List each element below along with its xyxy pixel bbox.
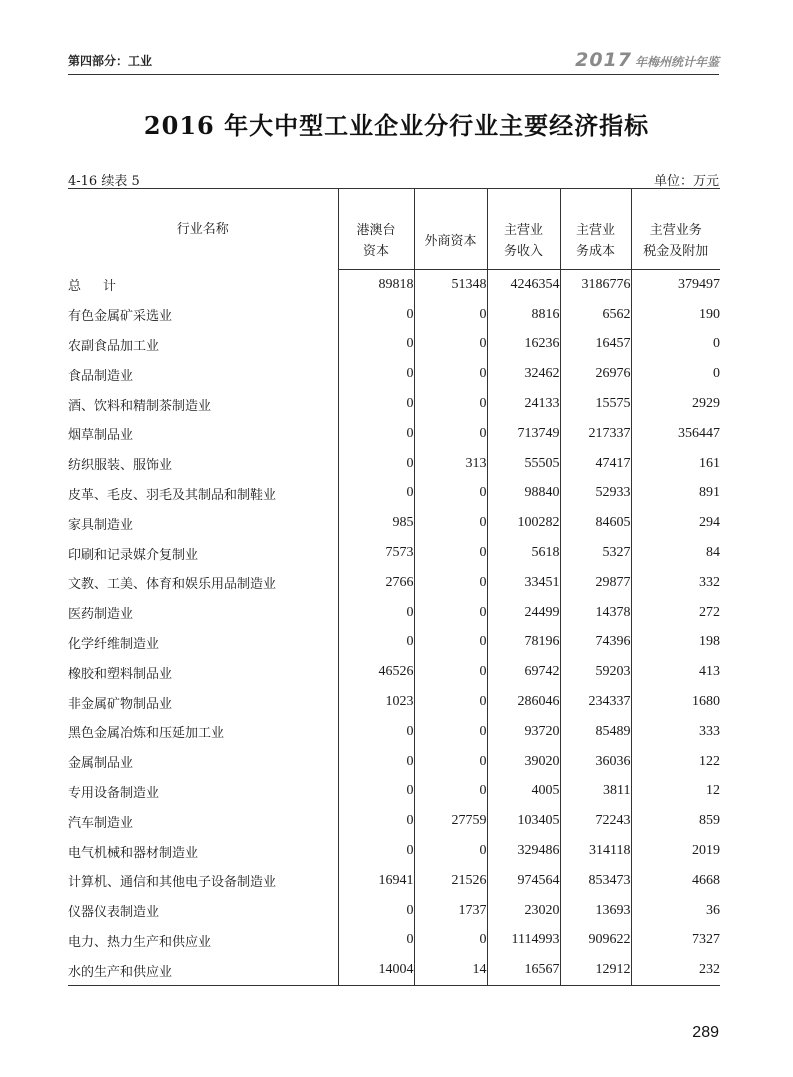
cell-hk-macau-taiwan: 0 (338, 777, 414, 807)
cell-foreign: 0 (414, 598, 487, 628)
cell-tax: 36 (631, 896, 720, 926)
cell-foreign: 0 (414, 389, 487, 419)
cell-tax: 84 (631, 538, 720, 568)
yearbook-label (575, 49, 719, 71)
cell-cost: 36036 (560, 747, 631, 777)
cell-hk-macau-taiwan: 0 (338, 389, 414, 419)
cell-foreign: 0 (414, 538, 487, 568)
cell-tax: 0 (631, 330, 720, 360)
cell-hk-macau-taiwan: 89818 (338, 270, 414, 300)
cell-revenue: 24499 (487, 598, 560, 628)
table-row (68, 479, 720, 509)
cell-hk-macau-taiwan: 0 (338, 806, 414, 836)
col-header-revenue: 主营业 务收入 (487, 213, 560, 270)
page-title: 2016 年大中型工业企业分行业主要经济指标 (143, 111, 650, 140)
cell-hk-macau-taiwan: 14004 (338, 955, 414, 985)
cell-cost: 85489 (560, 717, 631, 747)
row-name: 黑色金属冶炼和压延加工业 (68, 726, 225, 742)
cell-hk-macau-taiwan: 0 (338, 926, 414, 956)
data-table (68, 188, 720, 986)
cell-revenue: 39020 (487, 747, 560, 777)
cell-hk-macau-taiwan: 46526 (338, 657, 414, 687)
page-number: 289 (692, 1024, 719, 1041)
cell-tax: 2019 (631, 836, 720, 866)
cell-hk-macau-taiwan: 7573 (338, 538, 414, 568)
row-name: 专用设备制造业 (68, 785, 160, 801)
yearbook-name: 年梅州统计年鉴 (634, 55, 719, 69)
cell-hk-macau-taiwan: 0 (338, 359, 414, 389)
cell-hk-macau-taiwan: 0 (338, 419, 414, 449)
cell-cost: 3811 (560, 777, 631, 807)
cell-hk-macau-taiwan: 0 (338, 747, 414, 777)
cell-cost: 26976 (560, 359, 631, 389)
cell-tax: 272 (631, 598, 720, 628)
cell-cost: 5327 (560, 538, 631, 568)
cell-cost: 12912 (560, 955, 631, 985)
cell-tax: 2929 (631, 389, 720, 419)
cell-foreign: 0 (414, 747, 487, 777)
cell-tax: 332 (631, 568, 720, 598)
row-name: 化学纤维制造业 (68, 636, 160, 652)
table-row (68, 300, 720, 330)
section-label: 第四部分：工业 (68, 54, 153, 68)
cell-tax: 0 (631, 359, 720, 389)
table-row (68, 449, 720, 479)
row-name: 医药制造业 (68, 607, 134, 623)
cell-revenue: 16567 (487, 955, 560, 985)
cell-cost: 59203 (560, 657, 631, 687)
cell-hk-macau-taiwan: 0 (338, 598, 414, 628)
row-name: 食品制造业 (68, 368, 134, 384)
cell-tax: 232 (631, 955, 720, 985)
cell-tax: 859 (631, 806, 720, 836)
cell-cost: 15575 (560, 389, 631, 419)
table-row (68, 955, 720, 985)
row-name: 电力、热力生产和供应业 (68, 934, 212, 950)
row-name: 非金属矿物制品业 (68, 696, 173, 712)
cell-hk-macau-taiwan: 985 (338, 508, 414, 538)
row-name: 文教、工美、体育和娱乐用品制造业 (68, 577, 277, 593)
table-row (68, 389, 720, 419)
cell-cost: 14378 (560, 598, 631, 628)
cell-revenue: 23020 (487, 896, 560, 926)
cell-revenue: 713749 (487, 419, 560, 449)
row-name: 总计 (68, 279, 139, 295)
row-name: 橡胶和塑料制品业 (68, 666, 173, 682)
cell-revenue: 16236 (487, 330, 560, 360)
cell-tax: 294 (631, 508, 720, 538)
cell-cost: 16457 (560, 330, 631, 360)
row-name: 印刷和记录媒介复制业 (68, 547, 199, 563)
cell-revenue: 32462 (487, 359, 560, 389)
cell-hk-macau-taiwan: 0 (338, 836, 414, 866)
cell-cost: 47417 (560, 449, 631, 479)
row-name: 烟草制品业 (68, 428, 134, 444)
row-name: 汽车制造业 (68, 815, 134, 831)
table-row (68, 687, 720, 717)
cell-tax: 122 (631, 747, 720, 777)
cell-cost: 853473 (560, 866, 631, 896)
cell-foreign: 1737 (414, 896, 487, 926)
cell-cost: 74396 (560, 628, 631, 658)
cell-foreign: 0 (414, 717, 487, 747)
cell-revenue: 24133 (487, 389, 560, 419)
table-row (68, 508, 720, 538)
cell-hk-macau-taiwan: 0 (338, 896, 414, 926)
cell-foreign: 0 (414, 836, 487, 866)
cell-revenue: 93720 (487, 717, 560, 747)
table-row (68, 568, 720, 598)
cell-foreign: 0 (414, 419, 487, 449)
cell-cost: 29877 (560, 568, 631, 598)
cell-hk-macau-taiwan: 16941 (338, 866, 414, 896)
cell-revenue: 4005 (487, 777, 560, 807)
cell-revenue: 5618 (487, 538, 560, 568)
cell-cost: 72243 (560, 806, 631, 836)
cell-foreign: 0 (414, 479, 487, 509)
cell-foreign: 27759 (414, 806, 487, 836)
cell-foreign: 51348 (414, 270, 487, 300)
cell-tax: 7327 (631, 926, 720, 956)
cell-tax: 1680 (631, 687, 720, 717)
cell-hk-macau-taiwan: 0 (338, 449, 414, 479)
row-name: 纺织服装、服饰业 (68, 458, 173, 474)
table-row (68, 628, 720, 658)
row-name: 仪器仪表制造业 (68, 905, 160, 921)
row-name: 计算机、通信和其他电子设备制造业 (68, 875, 277, 891)
cell-hk-macau-taiwan: 0 (338, 300, 414, 330)
cell-cost: 52933 (560, 479, 631, 509)
cell-tax: 413 (631, 657, 720, 687)
cell-foreign: 0 (414, 508, 487, 538)
cell-revenue: 329486 (487, 836, 560, 866)
cell-cost: 234337 (560, 687, 631, 717)
table-row (68, 657, 720, 687)
cell-revenue: 103405 (487, 806, 560, 836)
cell-tax: 190 (631, 300, 720, 330)
row-name: 水的生产和供应业 (68, 955, 338, 985)
cell-cost: 84605 (560, 508, 631, 538)
cell-revenue: 55505 (487, 449, 560, 479)
row-name: 农副食品加工业 (68, 338, 160, 354)
cell-cost: 13693 (560, 896, 631, 926)
col-header-cost: 主营业 务成本 (560, 213, 631, 270)
col-header-foreign: 外商资本 (414, 213, 487, 270)
table-row (68, 926, 720, 956)
cell-cost: 909622 (560, 926, 631, 956)
cell-tax: 161 (631, 449, 720, 479)
cell-hk-macau-taiwan: 0 (338, 628, 414, 658)
cell-foreign: 0 (414, 300, 487, 330)
cell-revenue: 78196 (487, 628, 560, 658)
table-row (68, 866, 720, 896)
col-header-name: 行业名称 (68, 189, 338, 270)
row-name: 酒、饮料和精制茶制造业 (68, 398, 212, 414)
cell-tax: 198 (631, 628, 720, 658)
table-row (68, 777, 720, 807)
cell-hk-macau-taiwan: 0 (338, 717, 414, 747)
header-spacer-row (68, 189, 720, 214)
row-name: 家具制造业 (68, 517, 134, 533)
cell-tax: 4668 (631, 866, 720, 896)
cell-cost: 217337 (560, 419, 631, 449)
cell-foreign: 0 (414, 628, 487, 658)
table-row (68, 598, 720, 628)
cell-hk-macau-taiwan: 2766 (338, 568, 414, 598)
cell-cost: 3186776 (560, 270, 631, 300)
table-row (68, 419, 720, 449)
cell-foreign: 0 (414, 687, 487, 717)
cell-hk-macau-taiwan: 1023 (338, 687, 414, 717)
cell-foreign: 14 (414, 955, 487, 985)
cell-foreign: 0 (414, 926, 487, 956)
cell-tax: 12 (631, 777, 720, 807)
cell-hk-macau-taiwan: 0 (338, 330, 414, 360)
cell-tax: 356447 (631, 419, 720, 449)
table-row (68, 747, 720, 777)
cell-revenue: 974564 (487, 866, 560, 896)
cell-hk-macau-taiwan: 0 (338, 479, 414, 509)
cell-revenue: 98840 (487, 479, 560, 509)
unit-label: 单位：万元 (653, 174, 719, 189)
cell-foreign: 0 (414, 330, 487, 360)
row-name: 金属制品业 (68, 756, 134, 772)
table-row (68, 836, 720, 866)
cell-revenue: 286046 (487, 687, 560, 717)
table-row (68, 538, 720, 568)
cell-foreign: 0 (414, 359, 487, 389)
cell-foreign: 0 (414, 777, 487, 807)
cell-revenue: 100282 (487, 508, 560, 538)
cell-cost: 6562 (560, 300, 631, 330)
row-name: 有色金属矿采选业 (68, 309, 173, 325)
col-header-hk-macau-taiwan: 港澳台 资本 (338, 213, 414, 270)
col-header-tax: 主营业务 税金及附加 (631, 213, 720, 270)
table-row (68, 806, 720, 836)
cell-cost: 314118 (560, 836, 631, 866)
running-head (68, 44, 719, 75)
yearbook-year: 2017 (575, 49, 632, 71)
cell-foreign: 0 (414, 657, 487, 687)
table-row (68, 359, 720, 389)
table-row (68, 896, 720, 926)
cell-revenue: 8816 (487, 300, 560, 330)
cell-foreign: 21526 (414, 866, 487, 896)
cell-revenue: 69742 (487, 657, 560, 687)
cell-tax: 333 (631, 717, 720, 747)
table-row (68, 330, 720, 360)
table-id: 4-16 续表 5 (68, 174, 140, 189)
cell-revenue: 1114993 (487, 926, 560, 956)
cell-tax: 379497 (631, 270, 720, 300)
row-name: 皮革、毛皮、羽毛及其制品和制鞋业 (68, 487, 277, 503)
cell-foreign: 313 (414, 449, 487, 479)
cell-revenue: 33451 (487, 568, 560, 598)
row-name: 电气机械和器材制造业 (68, 845, 199, 861)
table-row (68, 717, 720, 747)
table-row-total (68, 270, 720, 300)
cell-foreign: 0 (414, 568, 487, 598)
cell-tax: 891 (631, 479, 720, 509)
cell-revenue: 4246354 (487, 270, 560, 300)
